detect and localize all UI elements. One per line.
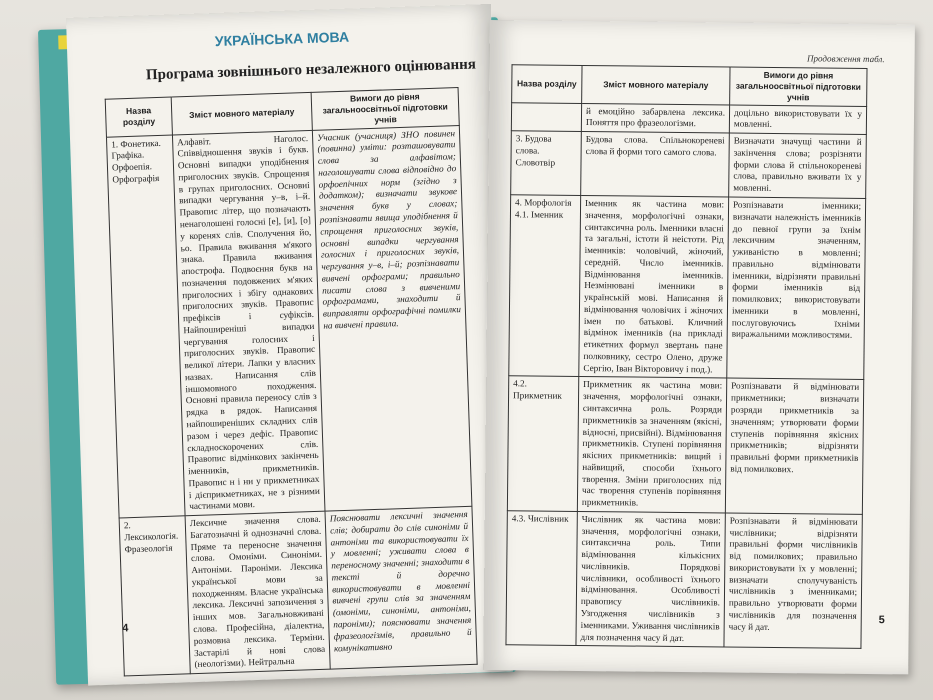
subject-title: УКРАЇНСЬКА МОВА bbox=[214, 28, 350, 50]
left-page bbox=[66, 4, 513, 686]
program-table-right bbox=[505, 64, 867, 649]
content-cell: Лексичне значення слова. Багатозначні й однозначні слова. Пряме та переносне значення слова. Омоніми. Синоніми. Антоніми. Пароніми. Лексика української мови за походженням. Власне українська лексика. Лексичні запозичення з інших мов. Загальновживані слова. Професійна, діалектна, розмовна лексика. Терміни. Застарілі й нові слова (неологізми). Нейтральна bbox=[185, 511, 330, 674]
header-section: Назва розділу bbox=[105, 97, 172, 137]
section-cell bbox=[511, 102, 581, 131]
content-cell: Числівник як частина мови: значення, морфологічні ознаки, синтаксична роль. Типи відмінювання кількісних числівників. Порядкові числівники, особливості їхнього відмінювання. Особливості правопису числівників. Узгодження числівників з іменниками. Уживання числівників для позначення часу й дат. bbox=[576, 511, 725, 647]
section-cell: 4. Морфологія 4.1. Іменник bbox=[509, 195, 581, 377]
table-row bbox=[507, 376, 863, 514]
table-row bbox=[506, 511, 862, 649]
table-row bbox=[511, 102, 866, 134]
table-row bbox=[119, 506, 477, 676]
requirements-cell: доцільно використовувати їх у мовленні. bbox=[729, 105, 866, 135]
content-cell: Будова слова. Спільнокореневі слова й форми того самого слова. bbox=[581, 132, 730, 197]
requirements-cell: Розпізнавати й відмінювати прикметники; визначати розряди прикметників за значенням; утворювати форми ступенів порівняння якісних прикметників; відрізняти правильні форми прикметників від помилкових. bbox=[725, 378, 863, 514]
header-requirements: Вимоги до рівня загальноосвітньої підготовки учнів bbox=[730, 67, 867, 106]
header-content: Зміст мовного матеріалу bbox=[171, 92, 312, 134]
section-cell: 4.3. Числівник bbox=[506, 511, 577, 646]
section-cell: 3. Будова слова. Словотвір bbox=[511, 131, 582, 196]
requirements-cell: Розпізнавати й відмінювати числівники; відрізняти правильні форми числівників від помилкових; правильно використовувати їх у мовленні; визначати сполучуваність числівників з іменниками; правильно утворювати форми числівників для позначення часу й дат. bbox=[724, 513, 862, 649]
content-cell: й емоційно забарвлена лексика. Поняття про фразеологізми. bbox=[581, 103, 729, 133]
content-cell: Іменник як частина мови: значення, морфологічні ознаки, синтаксична роль. Іменники власні та загальні, істоти й неістоти. Рід іменників: чоловічий, жіночий, середній. Число іменників. Відмінювання іменників. Незмінювані іменники в українській мові. Написання й відмінювання чоловічих і жіночих імен по батькові. Кличний відмінок іменників (на прикладі етикетних формул звертань пане полковнику, сестро Олено, друже Сергію, Іван Вікторовичу і под.). bbox=[579, 195, 729, 378]
page-number: 4 bbox=[122, 622, 129, 635]
table-header-row bbox=[512, 65, 867, 106]
page-number: 5 bbox=[878, 614, 885, 627]
right-page bbox=[483, 20, 915, 674]
requirements-cell: Розпізнавати іменники; визначати належність іменників до певної групи за їхнім лексичним значенням, уживаністю в мовленні; правильно відмінювати іменники, відрізняти правильні форми іменників від помилкових; використовувати іменники в мовленні, послуговуючись їхніми виражальними можливостями. bbox=[727, 197, 866, 380]
table-row bbox=[511, 131, 867, 199]
section-cell: 2. Лексикологія. Фразеологія bbox=[119, 516, 190, 676]
header-section: Назва розділу bbox=[512, 65, 582, 103]
requirements-cell: Визначати значущі частини й закінчення слова; розрізняти форми слова й спільнокореневі слова, правильно вживати їх у мовленні. bbox=[729, 133, 867, 198]
section-cell: 4.2. Прикметник bbox=[507, 376, 578, 511]
table-row bbox=[509, 195, 866, 380]
section-cell: 1. Фонетика. Графіка. Орфоепія. Орфографія bbox=[106, 135, 185, 518]
table-row bbox=[106, 125, 471, 518]
content-cell: Алфавіт. Наголос. Співвідношення звуків і букв. Основні випадки уподібнення приголосних звуків. Спрощення в групах приголосних. Основні випадки чергування у–в, і–й. Правопис літер, що позначають ненаголошені голосні [е], [и], [о] у коренях слів. Сполучення йо, ьо. Правила вживання м'якого знака. Правила вживання апострофа. Подвоєння букв на позначення подовжених м'яких приголосних і збігу однакових приголосних звуків. Правопис префіксів і суфіксів. Найпоширеніші випадки чергування голосних і приголосних звуків. Правопис великої літери. Лапки у власних назвах. Написання слів іншомовного походження. Основні правила переносу слів з рядка в рядок. Написання найпоширеніших складних слів разом і через дефіс. Правопис складноскорочених слів. Правопис відмінкових закінчень іменників, прикметників. Правопис н і нн у прикметниках і дієприкметниках, не з різними частинами мови. bbox=[172, 130, 325, 516]
content-cell: Прикметник як частина мови: значення, морфологічні ознаки, синтаксична роль. Розряди прикметників за значенням (якісні, відносні, присвійні). Відмінювання прикметників. Ступені порівняння якісних прикметників: вищий і найвищий, способи їхнього творення. Зміни приголосних під час творення ступенів порівняння прикметників. bbox=[577, 377, 726, 513]
requirements-cell: Учасник (учасниця) ЗНО повинен (повинна) уміти: розташовувати слова за алфавітом; наголошувати слова відповідно до орфоепічних норм (згідно з додатком); визначати звукове значення букв у словах; розпізнавати явища уподібнення й спрощення приголосних звуків, основні випадки чергування голосних і приголосних звуків, чергування у–в, і–й; розпізнавати вивчені орфограми; правильно писати слова з вивченими орфограмами, знаходити й виправляти орфографічні помилки на вивчені правила. bbox=[312, 125, 472, 511]
requirements-cell: Пояснювати лексичні значення слів; добирати до слів синоніми й антоніми та використовувати їх у мовленні; уживати слова в переносному значенні; знаходити в тексті й доречно використовувати в мовленні вивчені групи слів за значенням (омоніми, синоніми, антоніми, пароніми); пояснювати значення фразеологізмів, правильно й комунікативно bbox=[325, 506, 477, 669]
header-requirements: Вимоги до рівня загальноосвітньої підготовки учнів bbox=[311, 88, 459, 130]
program-title: Програма зовнішнього незалежного оцінювання bbox=[145, 56, 477, 84]
continuation-label: Продовження табл. bbox=[807, 53, 885, 65]
program-table-left bbox=[105, 87, 478, 676]
header-content: Зміст мовного матеріалу bbox=[582, 65, 730, 104]
